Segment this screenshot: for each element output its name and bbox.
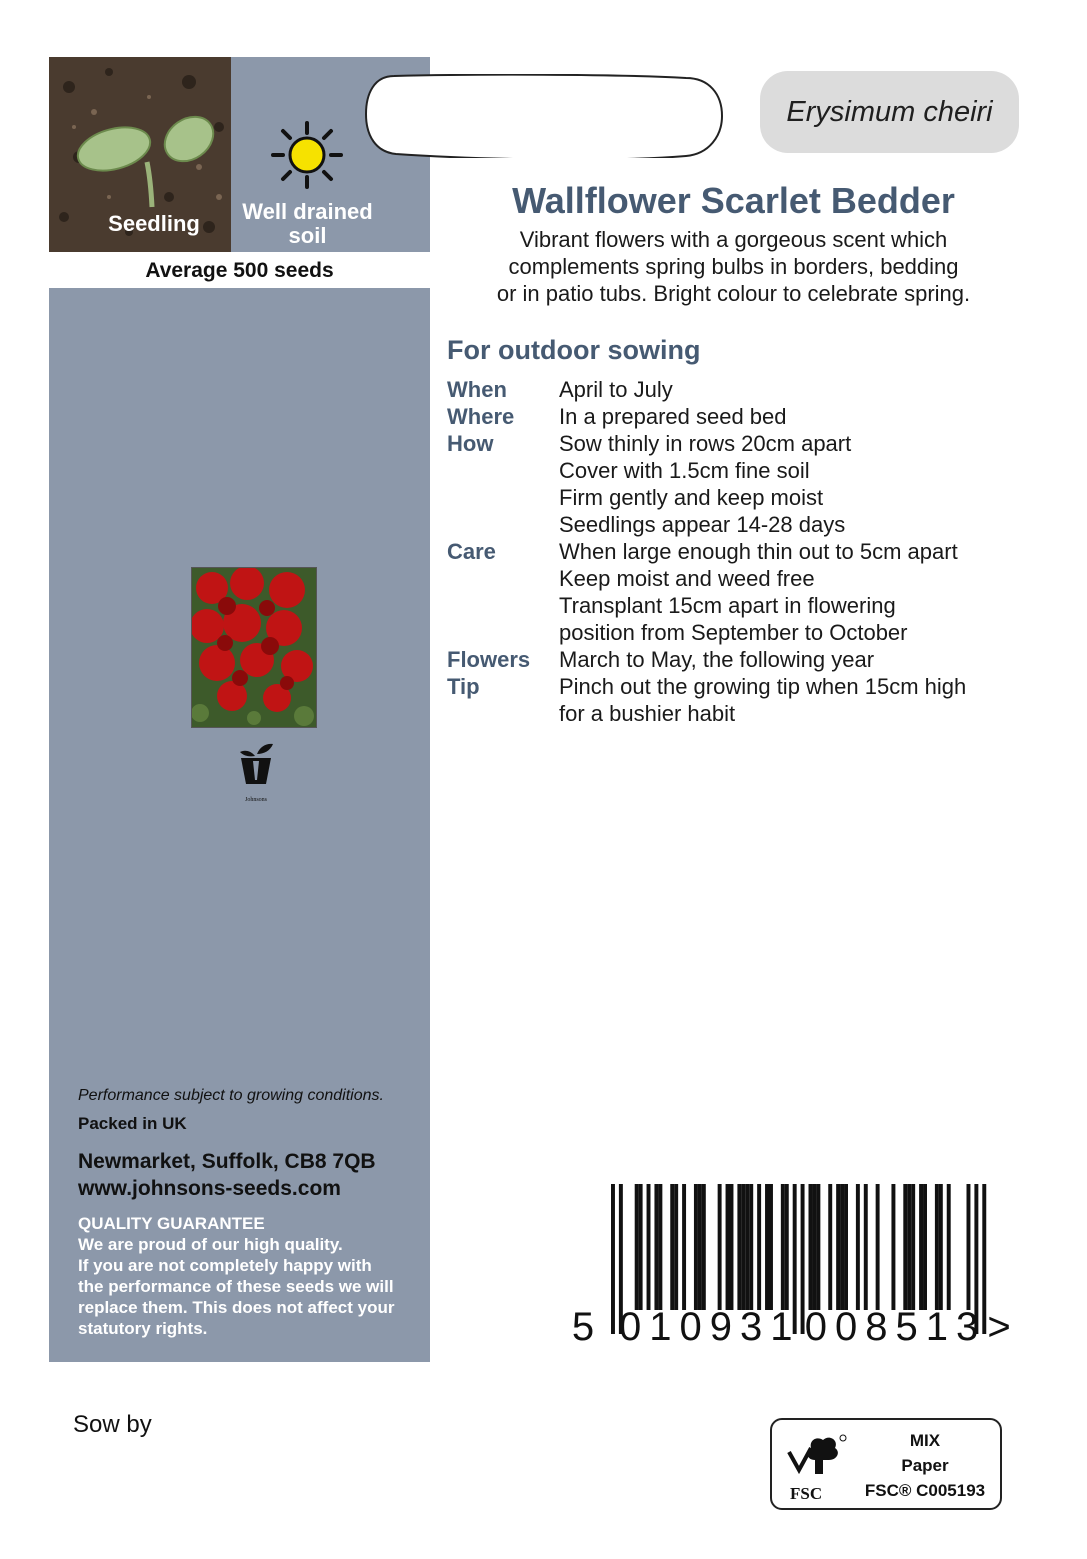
fsc-tree-icon: [785, 1430, 850, 1480]
instruction-value: [559, 430, 1047, 538]
brand-name: Johnsons: [244, 797, 267, 803]
instruction-line: Seedlings appear 14-28 days: [559, 512, 846, 537]
instruction-line: Transplant 15cm apart in flowering: [559, 593, 896, 618]
barcode-bar: [876, 1184, 880, 1310]
barcode-first-digit: 5: [571, 1305, 595, 1347]
barcode-bar: [781, 1184, 785, 1310]
barcode-bar: [891, 1184, 895, 1310]
barcode-end-mark: >: [987, 1305, 1011, 1347]
instruction-value: [559, 538, 1047, 646]
barcode-bar: [919, 1184, 923, 1310]
instruction-value: [559, 376, 1047, 403]
barcode-bar: [923, 1184, 927, 1310]
instruction-line: April to July: [559, 377, 673, 402]
barcode-bar: [718, 1184, 722, 1310]
instruction-row-where: [447, 403, 1047, 430]
instruction-row-when: [447, 376, 1047, 403]
hang-tab-cutout: [364, 74, 724, 158]
fsc-code: FSC® C005193: [864, 1481, 986, 1500]
barcode-bar: [967, 1184, 971, 1310]
instruction-label: Tip: [447, 674, 480, 699]
barcode: [571, 1182, 1011, 1347]
instruction-line: position from September to October: [559, 620, 908, 645]
barcode-bar: [745, 1184, 749, 1310]
latin-name: Erysimum cheiri: [760, 71, 1019, 153]
instruction-row-care: [447, 538, 1047, 646]
guarantee-title: QUALITY GUARANTEE: [78, 1214, 265, 1233]
barcode-bar: [654, 1184, 658, 1310]
instruction-row-flowers: [447, 646, 1047, 673]
fsc-mix: MIX: [909, 1431, 941, 1450]
website-link: www.johnsons-seeds.com: [78, 1177, 341, 1200]
quality-guarantee: [78, 1213, 428, 1339]
flower-photo: [191, 567, 317, 728]
seed-count: Average 500 seeds: [49, 252, 430, 288]
guarantee-line: statutory rights.: [78, 1319, 208, 1338]
barcode-bar: [726, 1184, 730, 1310]
instruction-row-how: [447, 430, 1047, 538]
barcode-bar: [844, 1184, 848, 1310]
sun-icon: [269, 121, 345, 189]
barcode-bar: [907, 1184, 911, 1310]
instruction-line: Cover with 1.5cm fine soil: [559, 458, 810, 483]
barcode-bar: [793, 1184, 797, 1334]
barcode-bars: [571, 1182, 1011, 1347]
instruction-line: In a prepared seed bed: [559, 404, 787, 429]
guarantee-line: replace them. This does not affect your: [78, 1298, 395, 1317]
instruction-label: Where: [447, 404, 515, 429]
seedling-icon-tile: [49, 57, 231, 252]
instruction-label: Care: [447, 539, 496, 564]
fsc-text: [855, 1428, 995, 1503]
product-description: [440, 226, 1027, 307]
barcode-right-digits: 0 0 8 5 1 3: [804, 1305, 979, 1347]
plant-pot-icon: [236, 740, 276, 792]
address-line: Newmarket, Suffolk, CB8 7QB: [78, 1150, 376, 1173]
instruction-label: Flowers: [447, 647, 531, 672]
description-line: Vibrant flowers with a gorgeous scent which: [519, 227, 948, 252]
barcode-bar: [939, 1184, 943, 1310]
guarantee-line: We are proud of our high quality.: [78, 1235, 343, 1254]
barcode-bar: [639, 1184, 643, 1310]
guarantee-line: the performance of these seeds we will: [78, 1277, 394, 1296]
instruction-line: Firm gently and keep moist: [559, 485, 824, 510]
performance-note: Performance subject to growing conditions.: [78, 1087, 384, 1104]
instruction-row-tip: [447, 673, 1047, 727]
instruction-label: How: [447, 431, 494, 456]
barcode-bar: [658, 1184, 662, 1310]
guarantee-line: If you are not completely happy with: [78, 1256, 372, 1275]
sow-by-label: Sow by: [73, 1411, 152, 1438]
instruction-label: When: [447, 377, 507, 402]
sowing-instructions: [447, 376, 1047, 727]
barcode-bar: [702, 1184, 706, 1310]
wallflower-image: [192, 568, 316, 727]
barcode-bar: [694, 1184, 698, 1310]
soil-label-line2: soil: [288, 223, 327, 248]
barcode-bar: [812, 1184, 816, 1310]
barcode-bar: [903, 1184, 907, 1310]
barcode-bar: [635, 1184, 639, 1310]
barcode-bar: [982, 1184, 986, 1334]
seedling-label: Seedling: [108, 211, 200, 236]
fsc-paper: Paper: [901, 1456, 949, 1475]
brand-logo: [236, 740, 276, 803]
product-title: Wallflower Scarlet Bedder: [512, 180, 955, 221]
soil-label-line1: Well drained: [242, 199, 373, 224]
barcode-bar: [670, 1184, 674, 1310]
barcode-bar: [809, 1184, 813, 1310]
instruction-line: Pinch out the growing tip when 15cm high: [559, 674, 967, 699]
barcode-bar: [935, 1184, 939, 1310]
instruction-line: Keep moist and weed free: [559, 566, 815, 591]
instruction-line: When large enough thin out to 5cm apart: [559, 539, 958, 564]
barcode-bar: [682, 1184, 686, 1310]
barcode-bar: [836, 1184, 840, 1310]
barcode-bar: [785, 1184, 789, 1310]
barcode-bar: [769, 1184, 773, 1310]
barcode-bar: [816, 1184, 820, 1310]
instruction-value: [559, 403, 1047, 430]
barcode-bar: [737, 1184, 741, 1310]
instruction-line: for a bushier habit: [559, 701, 736, 726]
instruction-line: Sow thinly in rows 20cm apart: [559, 431, 852, 456]
instruction-value: [559, 673, 1047, 727]
barcode-bar: [757, 1184, 761, 1310]
barcode-bar: [741, 1184, 745, 1310]
sowing-heading: For outdoor sowing: [447, 335, 701, 365]
barcode-bar: [730, 1184, 734, 1310]
barcode-bar: [911, 1184, 915, 1310]
packed-in: Packed in UK: [78, 1114, 187, 1133]
barcode-bar: [698, 1184, 702, 1310]
barcode-bar: [647, 1184, 651, 1310]
soil-label: [231, 200, 384, 248]
fsc-logo-text: FSC: [790, 1484, 823, 1503]
description-line: complements spring bulbs in borders, bedding: [508, 254, 959, 279]
description-line: or in patio tubs. Bright colour to celebrate spring.: [496, 281, 971, 306]
instruction-value: [559, 646, 1047, 673]
barcode-bar: [840, 1184, 844, 1310]
barcode-bar: [674, 1184, 678, 1310]
barcode-bar: [611, 1184, 615, 1334]
barcode-bar: [864, 1184, 868, 1310]
barcode-bar: [765, 1184, 769, 1310]
barcode-bar: [856, 1184, 860, 1310]
barcode-bar: [947, 1184, 951, 1310]
barcode-left-digits: 0 1 0 9 3 1: [619, 1305, 793, 1347]
barcode-bar: [828, 1184, 832, 1310]
barcode-bar: [749, 1184, 753, 1310]
address-block: [78, 1148, 376, 1202]
instruction-line: March to May, the following year: [559, 647, 875, 672]
